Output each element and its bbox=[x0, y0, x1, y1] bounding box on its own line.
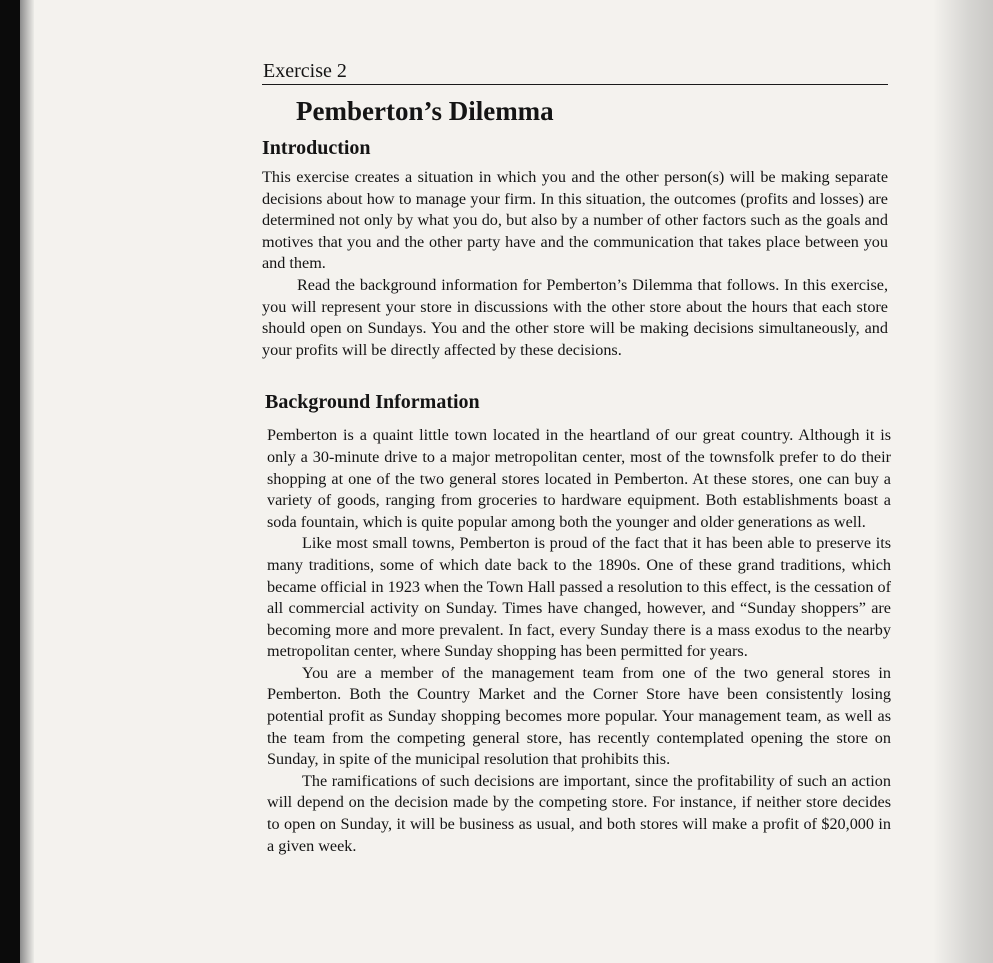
scan-left-border bbox=[0, 0, 20, 963]
page-title: Pemberton’s Dilemma bbox=[296, 96, 554, 126]
page-content bbox=[262, 58, 891, 857]
exercise-label: Exercise 2 bbox=[263, 60, 347, 82]
background-paragraph-4: The ramifications of such decisions are important, since the profitability of such an action will depend on the decision made by the competing store. For instance, if neither store decides to open on Sunday, it will be business as usual, and both stores will make a profit of $20,000 in a given week. bbox=[267, 771, 891, 855]
scan-right-shadow bbox=[933, 0, 993, 963]
background-body bbox=[267, 425, 891, 857]
introduction-paragraph-2: Read the background information for Pemberton’s Dilemma that follows. In this exercise, you will represent your store in discussions with the other store about the hours that each store should open on Sundays. You and the other store will be making decisions simultaneously, and your profits will be directly affected by these decisions. bbox=[262, 275, 888, 359]
background-paragraph-2: Like most small towns, Pemberton is proud of the fact that it has been able to preserve its many traditions, some of which date back to the 1890s. One of these grand traditions, which became official in 1923 when the Town Hall passed a resolution to this effect, is the cessation of all commercial activity on Sunday. Times have changed, however, and “Sunday shoppers” are becoming more and more prevalent. In fact, every Sunday there is a mass exodus to the nearby metropolitan center, where Sunday shopping has been permitted for years. bbox=[267, 534, 891, 661]
background-heading: Background Information bbox=[265, 391, 480, 414]
introduction-heading: Introduction bbox=[262, 137, 371, 159]
scan-binding-shadow bbox=[20, 0, 34, 963]
header-rule bbox=[262, 84, 888, 85]
background-paragraph-1: Pemberton is a quaint little town located in the heartland of our great country. Although it is only a 30-minute drive to a major metropolitan center, most of the townsfolk prefer to do their shopping at one of the two general stores located in Pemberton. At these stores, one can buy a variety of goods, ranging from groceries to hardware equipment. Both establishments boast a soda fountain, which is quite popular among both the younger and older generations as well. bbox=[267, 426, 891, 531]
introduction-paragraph-1: This exercise creates a situation in which you and the other person(s) will be making separate decisions about how to manage your firm. In this situation, the outcomes (profits and losses) are determined not only by what you do, but also by a number of other factors such as the goals and motives that you and the other party have and the communication that takes place between you and them. bbox=[262, 168, 888, 273]
background-paragraph-3: You are a member of the management team from one of the two general stores in Pemberton. Both the Country Market and the Corner Store have been consistently losing potential profit as Sunday shopping becomes more popular. Your management team, as well as the team from the competing general store, has recently contemplated opening the store on Sunday, in spite of the municipal resolution that prohibits this. bbox=[267, 663, 891, 769]
